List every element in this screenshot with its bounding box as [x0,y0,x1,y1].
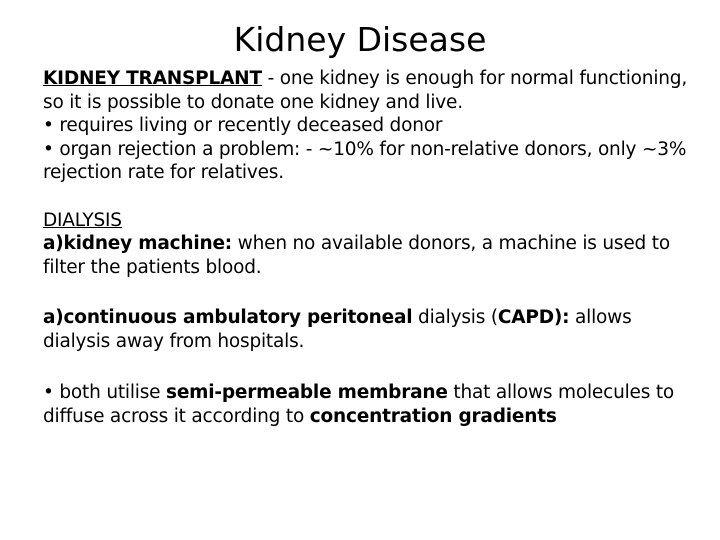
spacer [43,185,693,209]
kidney-machine-paragraph [43,232,693,279]
transplant-bullet-rejection: • organ rejection a problem: - ~10% for non-relative donors, only ~3% rejection rate for relatives. [43,138,687,183]
slide-title: Kidney Disease [233,20,487,59]
membrane-middle: that allows molecules to diffuse across it according to [43,382,675,427]
capd-paragraph [43,306,693,353]
capd-label: a)continuous ambulatory peritoneal [43,307,413,328]
spacer [43,353,693,381]
transplant-bullet-donor: • requires living or recently deceased donor [43,115,443,136]
transplant-paragraph [43,67,693,114]
transplant-intro: - one kidney is enough for normal functioning, so it is possible to donate one kidney and live. [43,68,688,113]
kidney-machine-text: when no available donors, a machine is used to filter the patients blood. [43,233,670,278]
transplant-heading: KIDNEY TRANSPLANT [43,68,262,89]
dialysis-heading: DIALYSIS [43,209,122,231]
membrane-paragraph [43,381,693,428]
capd-text: allows dialysis away from hospitals. [43,307,632,352]
spacer [43,279,693,306]
kidney-machine-label: a)kidney machine: [43,233,232,254]
capd-abbr: CAPD): [497,307,570,328]
slide-body [43,67,693,428]
concentration-gradients-term: concentration gradients [309,405,557,427]
membrane-prefix: • both utilise [43,382,167,403]
capd-mid: dialysis ( [412,307,498,328]
membrane-term: semi-permeable membrane [166,382,448,403]
